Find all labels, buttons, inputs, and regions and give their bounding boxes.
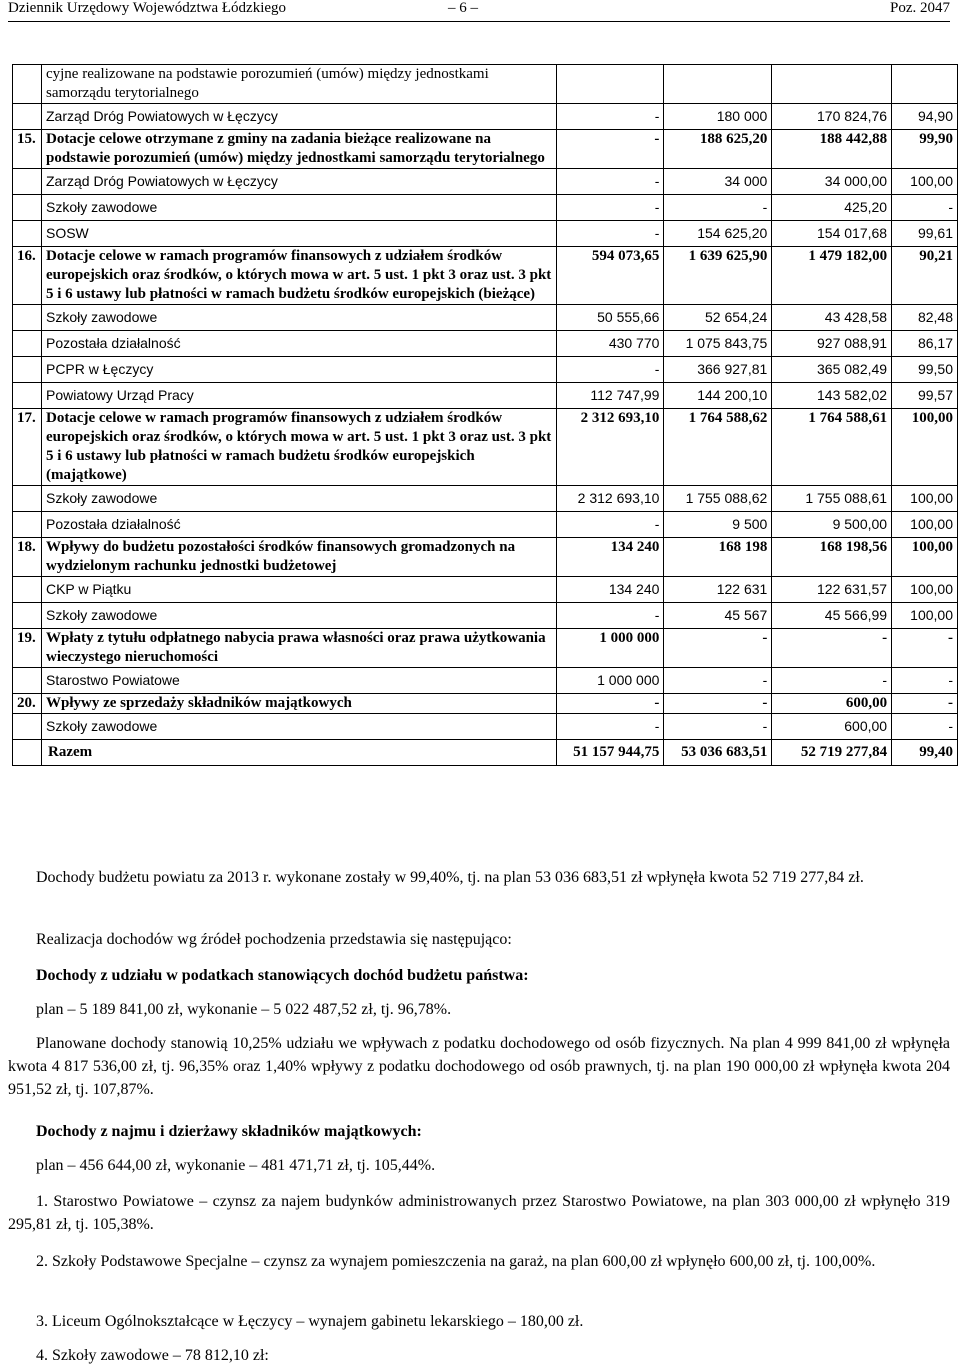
value-c3: 425,20	[772, 195, 892, 221]
table-row	[13, 357, 958, 383]
table-row	[13, 169, 958, 195]
category-row	[13, 247, 958, 305]
value-c4: 100,00	[892, 409, 958, 486]
value-c2	[664, 65, 772, 104]
value-c3: 154 017,68	[772, 221, 892, 247]
value-c1: 2 312 693,10	[556, 409, 664, 486]
value-c2: 180 000	[664, 104, 772, 130]
value-c3: -	[772, 668, 892, 694]
row-description: Starostwo Powiatowe	[41, 668, 556, 694]
header-rule	[8, 21, 950, 22]
value-c2: 188 625,20	[664, 130, 772, 169]
table-row	[13, 512, 958, 538]
row-description: cyjne realizowane na podstawie porozumień (umów) między jednostkami samorządu terytorialnego	[41, 65, 556, 104]
value-c4: -	[892, 629, 958, 668]
value-c4: 100,00	[892, 169, 958, 195]
value-c4: 99,40	[892, 740, 958, 766]
row-number: 20.	[13, 694, 42, 714]
value-c1: -	[556, 169, 664, 195]
value-c1: -	[556, 357, 664, 383]
row-number	[13, 486, 42, 512]
rent-plan: plan – 456 644,00 zł, wykonanie – 481 471,71 zł, tj. 105,44%.	[36, 1157, 436, 1174]
table-row	[13, 383, 958, 409]
category-row	[13, 694, 958, 714]
value-c1: -	[556, 221, 664, 247]
value-c2: 154 625,20	[664, 221, 772, 247]
value-c1: 594 073,65	[556, 247, 664, 305]
value-c4: 100,00	[892, 512, 958, 538]
value-c1: -	[556, 714, 664, 740]
value-c3: 1 755 088,61	[772, 486, 892, 512]
value-c3: 9 500,00	[772, 512, 892, 538]
section-heading-tax-share: Dochody z udziału w podatkach stanowiących dochód budżetu państwa:	[36, 967, 529, 984]
value-c3: 600,00	[772, 714, 892, 740]
row-number: 18.	[13, 538, 42, 577]
value-c1: 1 000 000	[556, 629, 664, 668]
value-c2: 1 755 088,62	[664, 486, 772, 512]
table-row	[13, 668, 958, 694]
value-c3: 143 582,02	[772, 383, 892, 409]
row-description: Szkoły zawodowe	[41, 195, 556, 221]
section-heading-rent: Dochody z najmu i dzierżawy składników majątkowych:	[36, 1123, 422, 1140]
page-number: – 6 –	[448, 0, 478, 16]
row-description: Zarząd Dróg Powiatowych w Łęczycy	[41, 104, 556, 130]
value-c2: -	[664, 668, 772, 694]
value-c4: -	[892, 694, 958, 714]
table-row	[13, 104, 958, 130]
row-description: Wpływy ze sprzedaży składników majątkowych	[41, 694, 556, 714]
table-row	[13, 305, 958, 331]
table-row	[13, 486, 958, 512]
value-c3: 168 198,56	[772, 538, 892, 577]
row-number	[13, 65, 42, 104]
row-number: 15.	[13, 130, 42, 169]
tax-share-description: Planowane dochody stanowią 10,25% udziału we wpływach z podatku dochodowego od osób fizycznych. Na plan 4 999 841,00 zł wpłynęła kwota 4 817 536,00 zł, tj. 96,35% oraz 1,40% wpływy z podatku dochodowego od osób prawnych, tj. na plan 190 000,00 zł wpłynęła kwota 204 951,52 zł, tj. 107,87%.	[8, 1035, 950, 1098]
row-description: Zarząd Dróg Powiatowych w Łęczycy	[41, 169, 556, 195]
row-description: Szkoły zawodowe	[41, 714, 556, 740]
row-number	[13, 740, 42, 766]
value-c4: 100,00	[892, 603, 958, 629]
rent-item-1: 1. Starostwo Powiatowe – czynsz za najem budynków administrowanych przez Starostwo Powiatowe, na plan 303 000,00 zł wpłynęło 319 295,81 zł, tj. 105,38%.	[8, 1193, 950, 1233]
value-c4: 99,50	[892, 357, 958, 383]
value-c2: -	[664, 629, 772, 668]
row-number	[13, 603, 42, 629]
value-c1: -	[556, 603, 664, 629]
row-number	[13, 512, 42, 538]
value-c3: 45 566,99	[772, 603, 892, 629]
value-c3: 600,00	[772, 694, 892, 714]
row-description: Szkoły zawodowe	[41, 486, 556, 512]
value-c1: -	[556, 104, 664, 130]
row-description: Powiatowy Urząd Pracy	[41, 383, 556, 409]
value-c2: 1 639 625,90	[664, 247, 772, 305]
value-c2: 122 631	[664, 577, 772, 603]
value-c3: 43 428,58	[772, 305, 892, 331]
value-c3: 188 442,88	[772, 130, 892, 169]
value-c4: 94,90	[892, 104, 958, 130]
value-c4: 100,00	[892, 538, 958, 577]
value-c3	[772, 65, 892, 104]
row-number	[13, 577, 42, 603]
row-description: Wpływy do budżetu pozostałości środków finansowych gromadzonych na wydzielonym rachunku jednostki budżetowej	[41, 538, 556, 577]
value-c1: -	[556, 694, 664, 714]
value-c3: 34 000,00	[772, 169, 892, 195]
value-c3: 170 824,76	[772, 104, 892, 130]
value-c1: 134 240	[556, 577, 664, 603]
value-c2: 53 036 683,51	[664, 740, 772, 766]
value-c4: 82,48	[892, 305, 958, 331]
rent-item-3: 3. Liceum Ogólnokształcące w Łęczycy – wynajem gabinetu lekarskiego – 180,00 zł.	[36, 1313, 584, 1330]
value-c3: 1 764 588,61	[772, 409, 892, 486]
value-c1	[556, 65, 664, 104]
row-number	[13, 668, 42, 694]
row-description: SOSW	[41, 221, 556, 247]
row-description: PCPR w Łęczycy	[41, 357, 556, 383]
row-description: Szkoły zawodowe	[41, 305, 556, 331]
value-c1: -	[556, 130, 664, 169]
table-row	[13, 221, 958, 247]
row-description: Razem	[41, 740, 556, 766]
tax-share-plan: plan – 5 189 841,00 zł, wykonanie – 5 022 487,52 zł, tj. 96,78%.	[36, 1001, 452, 1018]
journal-title: Dziennik Urzędowy Województwa Łódzkiego	[8, 0, 287, 16]
value-c4: -	[892, 714, 958, 740]
total-row	[13, 740, 958, 766]
value-c3: 927 088,91	[772, 331, 892, 357]
row-number: 17.	[13, 409, 42, 486]
page-header	[8, 0, 950, 22]
row-description: Szkoły zawodowe	[41, 603, 556, 629]
row-description: Wpłaty z tytułu odpłatnego nabycia prawa własności oraz prawa użytkowania wieczystego nieruchomości	[41, 629, 556, 668]
value-c1: 112 747,99	[556, 383, 664, 409]
value-c2: -	[664, 714, 772, 740]
value-c2: 45 567	[664, 603, 772, 629]
value-c1: 2 312 693,10	[556, 486, 664, 512]
summary-paragraph: Dochody budżetu powiatu za 2013 r. wykonane zostały w 99,40%, tj. na plan 53 036 683,51 zł wpłynęła kwota 52 719 277,84 zł.	[36, 869, 864, 886]
row-number	[13, 104, 42, 130]
value-c4: 100,00	[892, 486, 958, 512]
category-row	[13, 130, 958, 169]
value-c4: 99,90	[892, 130, 958, 169]
table-row	[13, 331, 958, 357]
table-row	[13, 603, 958, 629]
value-c2: 34 000	[664, 169, 772, 195]
value-c2: -	[664, 694, 772, 714]
rent-item-4: 4. Szkoły zawodowe – 78 812,10 zł:	[36, 1347, 269, 1364]
position-number: Poz. 2047	[890, 0, 950, 16]
value-c4: 99,61	[892, 221, 958, 247]
value-c4: 90,21	[892, 247, 958, 305]
row-number: 19.	[13, 629, 42, 668]
category-row	[13, 409, 958, 486]
value-c2: 168 198	[664, 538, 772, 577]
value-c4: 100,00	[892, 577, 958, 603]
value-c2: 1 075 843,75	[664, 331, 772, 357]
table-row	[13, 577, 958, 603]
value-c3: 1 479 182,00	[772, 247, 892, 305]
value-c2: -	[664, 195, 772, 221]
row-description: Dotacje celowe w ramach programów finansowych z udziałem środków europejskich oraz środków, o których mowa w art. 5 ust. 1 pkt 3 oraz ust. 3 pkt 5 i 6 ustawy lub płatności w ramach budżetu środków europejskich (bieżące)	[41, 247, 556, 305]
intro-paragraph: Realizacja dochodów wg źródeł pochodzenia przedstawia się następująco:	[36, 931, 512, 948]
category-row	[13, 629, 958, 668]
table-row	[13, 195, 958, 221]
value-c1: -	[556, 195, 664, 221]
value-c1: 50 555,66	[556, 305, 664, 331]
row-number	[13, 331, 42, 357]
value-c1: 51 157 944,75	[556, 740, 664, 766]
table-row	[13, 65, 958, 104]
value-c4: -	[892, 668, 958, 694]
row-number: 16.	[13, 247, 42, 305]
row-description: Pozostała działalność	[41, 331, 556, 357]
row-description: Pozostała działalność	[41, 512, 556, 538]
value-c3: 52 719 277,84	[772, 740, 892, 766]
value-c2: 1 764 588,62	[664, 409, 772, 486]
value-c2: 52 654,24	[664, 305, 772, 331]
value-c1: -	[556, 512, 664, 538]
value-c2: 366 927,81	[664, 357, 772, 383]
row-number	[13, 357, 42, 383]
value-c4: 86,17	[892, 331, 958, 357]
category-row	[13, 538, 958, 577]
row-number	[13, 195, 42, 221]
value-c3: -	[772, 629, 892, 668]
row-description: Dotacje celowe w ramach programów finansowych z udziałem środków europejskich oraz środków, o których mowa w art. 5 ust. 1 pkt 3 oraz ust. 3 pkt 5 i 6 ustawy lub płatności w ramach budżetu środków europejskich (majątkowe)	[41, 409, 556, 486]
row-description: Dotacje celowe otrzymane z gminy na zadania bieżące realizowane na podstawie porozumień (umów) między jednostkami samorządu terytorialnego	[41, 130, 556, 169]
revenue-table	[12, 64, 958, 766]
table-row	[13, 714, 958, 740]
row-number	[13, 305, 42, 331]
rent-item-2: 2. Szkoły Podstawowe Specjalne – czynsz za wynajem pomieszczenia na garaż, na plan 600,00 zł wpłynęło 600,00 zł, tj. 100,00%.	[36, 1253, 876, 1270]
value-c3: 365 082,49	[772, 357, 892, 383]
row-number	[13, 169, 42, 195]
value-c2: 9 500	[664, 512, 772, 538]
row-number	[13, 221, 42, 247]
row-number	[13, 383, 42, 409]
value-c4	[892, 65, 958, 104]
value-c1: 1 000 000	[556, 668, 664, 694]
value-c3: 122 631,57	[772, 577, 892, 603]
value-c2: 144 200,10	[664, 383, 772, 409]
row-description: CKP w Piątku	[41, 577, 556, 603]
value-c4: -	[892, 195, 958, 221]
row-number	[13, 714, 42, 740]
value-c1: 430 770	[556, 331, 664, 357]
value-c4: 99,57	[892, 383, 958, 409]
value-c1: 134 240	[556, 538, 664, 577]
